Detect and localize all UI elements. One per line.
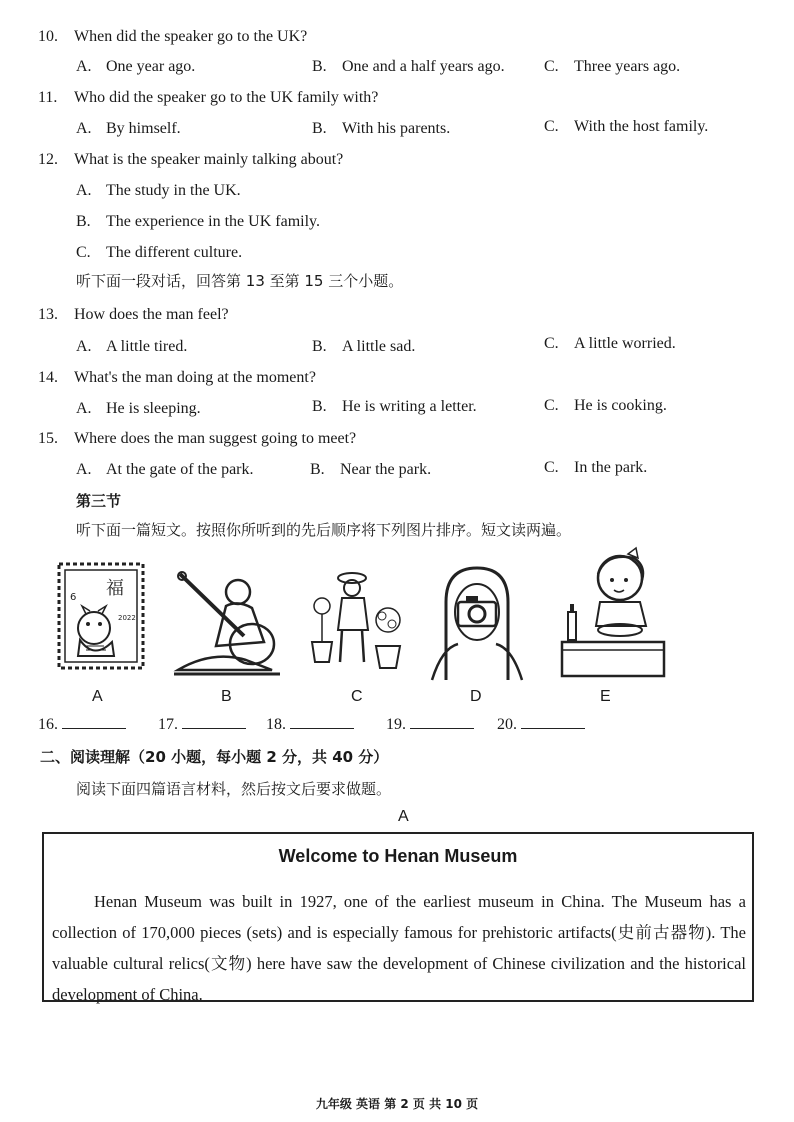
picture-d-photographer — [428, 562, 526, 684]
answer-blank-20[interactable]: 20. — [497, 716, 585, 734]
section3-title: 第三节 — [76, 492, 122, 510]
svg-text:6: 6 — [70, 592, 77, 603]
question-13: 13. How does the man feel? — [38, 306, 229, 323]
section3-instruction: 听下面一篇短文。按照你所听到的先后顺序将下列图片排序。短文读两遍。 — [76, 521, 572, 539]
answer-blank-16[interactable]: 16. — [38, 716, 126, 734]
q11-option-a: A. By himself. — [76, 120, 181, 137]
picture-a-tiger-stamp — [56, 560, 148, 680]
q14-option-c: C. He is cooking. — [544, 397, 667, 414]
picture-e-girl-cooking — [556, 546, 672, 682]
part2-title: 二、阅读理解（20 小题，每小题 2 分，共 40 分） — [40, 748, 389, 766]
picture-b-sitar-player — [172, 566, 284, 678]
q12-option-c: C. The different culture. — [76, 244, 243, 261]
q15-option-b: B. Near the park. — [310, 461, 432, 478]
question-11: 11. Who did the speaker go to the UK family with? — [38, 89, 379, 106]
q10-option-b: B. One and a half years ago. — [312, 58, 505, 75]
question-14: 14. What's the man doing at the moment? — [38, 369, 316, 386]
answer-blank-18[interactable]: 18. — [266, 716, 354, 734]
q11-option-b: B. With his parents. — [312, 120, 451, 137]
q15-option-c: C. In the park. — [544, 459, 648, 476]
passage-body: Henan Museum was built in 1927, one of the earliest museum in China. The Museum has a collection of 170,000 pieces (sets) and is especially famous for prehistoric artifacts(史前古器物). The valuable cultural relics(文物) here have saw the development of Chinese civilization and the historical development of China. — [52, 892, 746, 1004]
picture-label-d: D — [470, 688, 482, 705]
q13-option-c: C. A little worried. — [544, 335, 676, 352]
picture-c-gardener — [304, 566, 412, 672]
q13-option-a: A. A little tired. — [76, 338, 188, 355]
svg-text:2022: 2022 — [118, 614, 136, 622]
q14-option-b: B. He is writing a letter. — [312, 398, 477, 415]
answer-blank-19[interactable]: 19. — [386, 716, 474, 734]
q10-option-a: A. One year ago. — [76, 58, 196, 75]
q11-option-c: C. With the host family. — [544, 118, 709, 135]
picture-label-e: E — [600, 688, 611, 705]
svg-text:福: 福 — [106, 578, 124, 599]
q12-option-b: B. The experience in the UK family. — [76, 213, 320, 230]
question-12: 12. What is the speaker mainly talking about? — [38, 151, 344, 168]
picture-label-a: A — [92, 688, 103, 705]
q14-option-a: A. He is sleeping. — [76, 400, 201, 417]
passage-title: Welcome to Henan Museum — [278, 846, 518, 866]
q15-option-a: A. At the gate of the park. — [76, 461, 254, 478]
question-15: 15. Where does the man suggest going to meet? — [38, 430, 357, 447]
picture-label-b: B — [221, 688, 232, 705]
passage-box — [42, 832, 754, 1002]
q13-option-b: B. A little sad. — [312, 338, 416, 355]
question-10: 10. When did the speaker go to the UK? — [38, 28, 308, 45]
q10-option-c: C. Three years ago. — [544, 58, 681, 75]
answer-blank-17[interactable]: 17. — [158, 716, 246, 734]
instruction-13-15: 听下面一段对话，回答第 13 至第 15 三个小题。 — [76, 272, 404, 290]
part2-instruction: 阅读下面四篇语言材料，然后按文后要求做题。 — [76, 780, 392, 798]
q12-option-a: A. The study in the UK. — [76, 182, 241, 199]
picture-label-c: C — [351, 688, 363, 705]
passage-letter: A — [398, 808, 409, 825]
page-footer: 九年级 英语 第 2 页 共 10 页 — [315, 1097, 479, 1111]
